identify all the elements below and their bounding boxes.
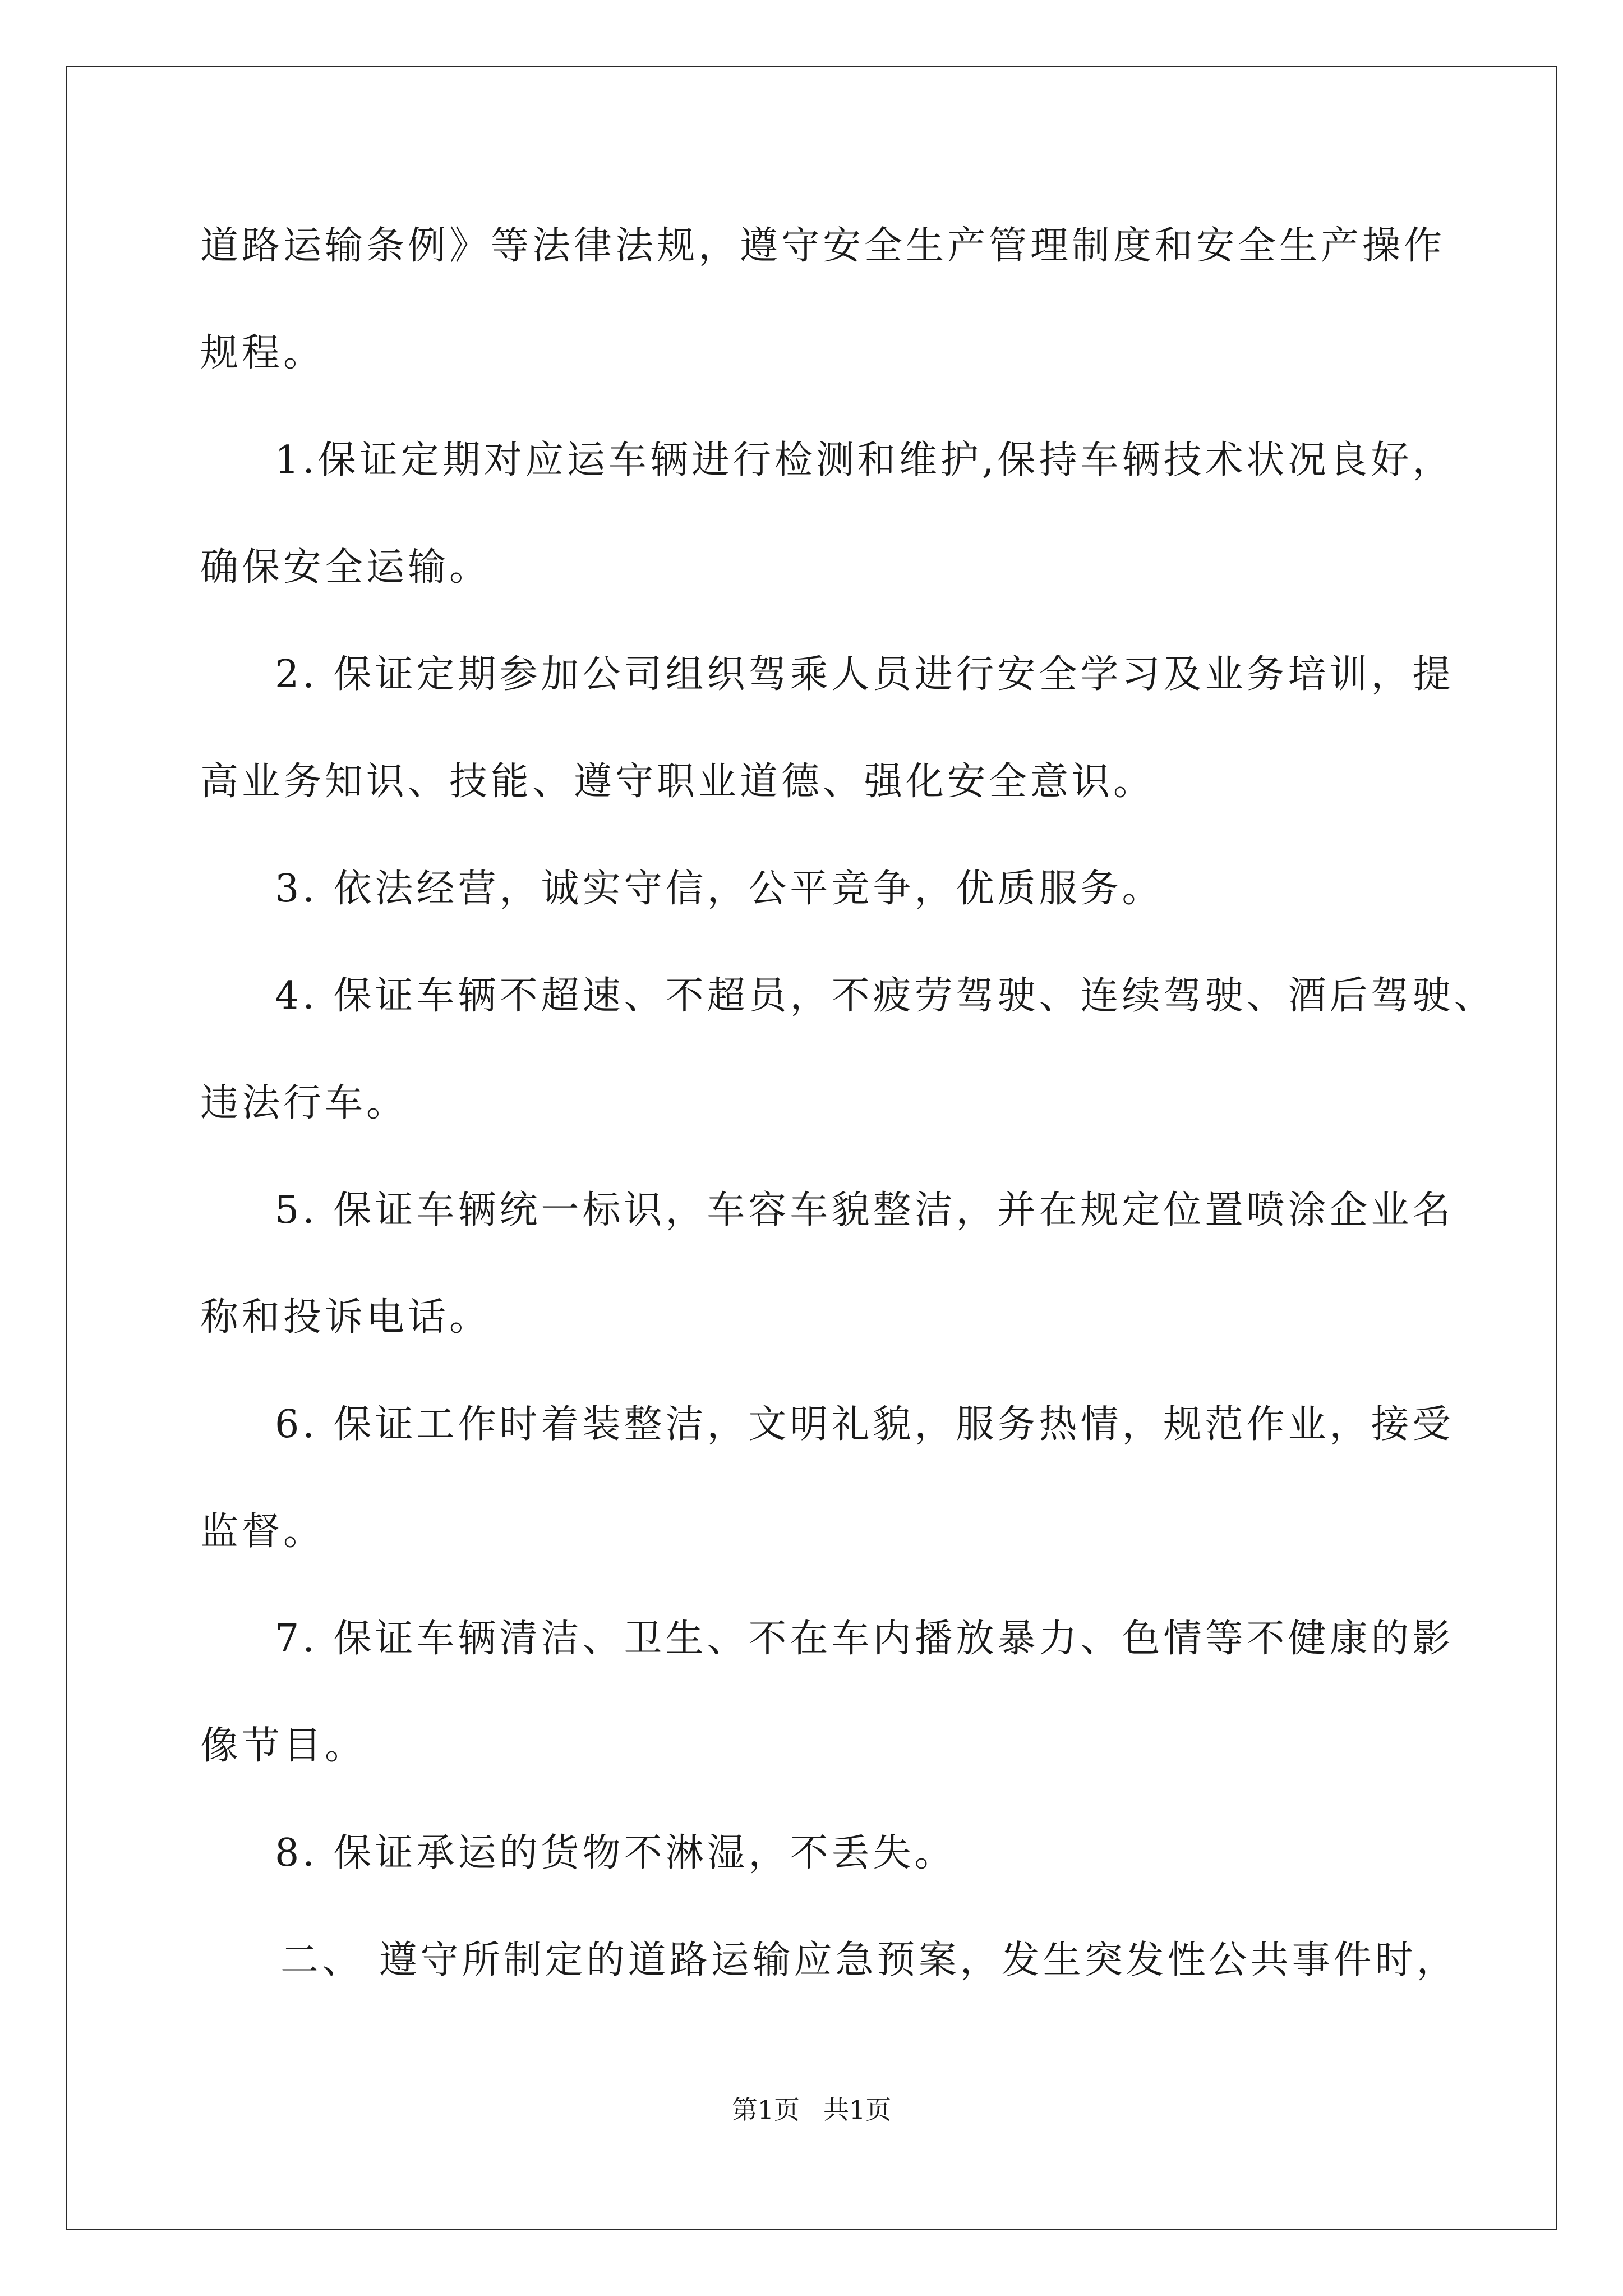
text-line: 2. 保证定期参加公司组织驾乘人员进行安全学习及业务培训，提 xyxy=(275,652,1454,697)
page-total: 共1页 xyxy=(823,2095,892,2125)
text-line: 5. 保证车辆统一标识，车容车貌整洁，并在规定位置喷涂企业名 xyxy=(275,1188,1454,1232)
text-line: 3. 依法经营，诚实守信，公平竞争，优质服务。 xyxy=(275,867,1164,911)
page-footer xyxy=(0,2097,1623,2123)
page-border xyxy=(66,66,1557,2230)
text-line: 确保安全运输。 xyxy=(200,545,491,590)
text-line: 7. 保证车辆清洁、卫生、不在车内播放暴力、色情等不健康的影 xyxy=(275,1617,1454,1661)
text-line: 1.保证定期对应运车辆进行检测和维护,保持车辆技术状况良好， xyxy=(275,438,1454,482)
text-line: 道路运输条例》等法律法规，遵守安全生产管理制度和安全生产操作 xyxy=(200,224,1446,268)
text-line: 6. 保证工作时着装整洁，文明礼貌，服务热情，规范作业，接受 xyxy=(275,1402,1454,1447)
text-line: 规程。 xyxy=(200,331,325,375)
text-line: 高业务知识、技能、遵守职业道德、强化安全意识。 xyxy=(200,760,1155,804)
text-line: 违法行车。 xyxy=(200,1081,408,1125)
text-line: 称和投诉电话。 xyxy=(200,1295,491,1340)
text-line: 8. 保证承运的货物不淋湿，不丢失。 xyxy=(275,1831,956,1875)
page-number: 第1页 xyxy=(731,2095,800,2125)
text-line: 二、 遵守所制定的道路运输应急预案，发生突发性公共事件时， xyxy=(280,1938,1458,1982)
text-line: 监督。 xyxy=(200,1510,325,1554)
text-line: 像节目。 xyxy=(200,1724,367,1768)
text-line: 4. 保证车辆不超速、不超员，不疲劳驾驶、连续驾驶、酒后驾驶、 xyxy=(275,974,1496,1018)
